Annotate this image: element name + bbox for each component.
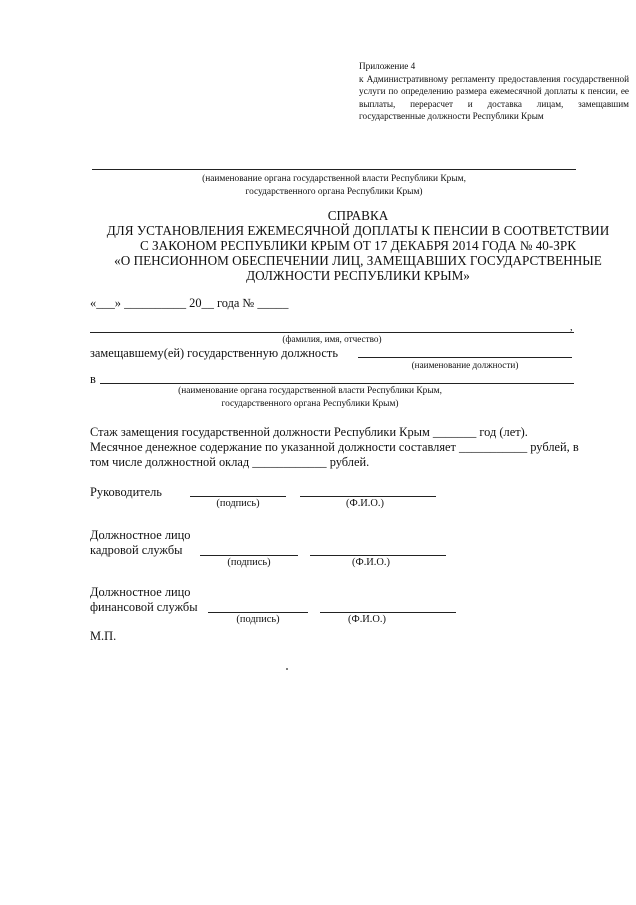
fin-label-line1: Должностное лицо <box>90 585 191 599</box>
fio-caption: (фамилия, имя, отчество) <box>282 334 382 344</box>
scan-dot <box>286 668 288 670</box>
position-caption: (наименование должности) <box>411 360 519 370</box>
salary-line1: Месячное денежное содержание по указанной должности составляет ___________ рублей, в <box>90 440 579 454</box>
fio-line-comma: , <box>570 322 573 333</box>
in-org-caption-line1: (наименование органа государственной власти Республики Крым, <box>178 386 442 396</box>
head-label: Руководитель <box>90 485 162 499</box>
appendix-title: Приложение 4 <box>359 61 416 71</box>
org-caption-line1: (наименование органа государственной власти Республики Крым, <box>202 174 466 184</box>
date-number-field[interactable]: «___» __________ 20__ года № _____ <box>90 296 289 310</box>
head-sign-line[interactable] <box>190 496 286 497</box>
document-title <box>96 208 620 283</box>
fin-fio-caption: (Ф.И.О.) <box>348 614 386 625</box>
head-sign-caption: (подпись) <box>216 498 260 509</box>
salary-line2: том числе должностной оклад ____________ рублей. <box>90 455 370 469</box>
position-line[interactable] <box>358 357 572 358</box>
org-caption <box>92 173 576 199</box>
title-line2: ДЛЯ УСТАНОВЛЕНИЯ ЕЖЕМЕСЯЧНОЙ ДОПЛАТЫ К ПЕНСИИ В СООТВЕТСТВИИ <box>106 223 610 238</box>
title-line3: С ЗАКОНОМ РЕСПУБЛИКИ КРЫМ ОТ 17 ДЕКАБРЯ 2014 ГОДА № 40-ЗРК <box>139 238 577 253</box>
service-length-text: Стаж замещения государственной должности Республики Крым _______ год (лет). <box>90 425 528 439</box>
fin-sign-line[interactable] <box>208 612 308 613</box>
appendix-note <box>359 60 629 123</box>
appendix-text: к Административному регламенту предоставления государственной услуги по определению размера ежемесячной доплаты к пенсии, ее выплаты, перерасчет и доставка лицам, замещавшим государственные должности Республики Крым <box>359 73 629 122</box>
head-fio-line[interactable] <box>300 496 436 497</box>
in-org-line[interactable] <box>100 383 574 384</box>
fin-sign-caption: (подпись) <box>236 614 280 625</box>
hr-fio-line[interactable] <box>310 555 446 556</box>
hr-fio-caption: (Ф.И.О.) <box>352 557 390 568</box>
hr-label-line2: кадровой службы <box>90 543 183 557</box>
title-line1: СПРАВКА <box>327 208 389 223</box>
fin-fio-line[interactable] <box>320 612 456 613</box>
org-name-line[interactable] <box>92 169 576 170</box>
head-fio-caption: (Ф.И.О.) <box>346 498 384 509</box>
in-org-caption-line2: государственного органа Республики Крым) <box>221 399 399 409</box>
title-line4: «О ПЕНСИОННОМ ОБЕСПЕЧЕНИИ ЛИЦ, ЗАМЕЩАВШИХ ГОСУДАРСТВЕННЫЕ <box>114 253 602 268</box>
title-line5: ДОЛЖНОСТИ РЕСПУБЛИКИ КРЫМ» <box>246 268 470 283</box>
position-label: замещавшему(ей) государственную должность <box>90 346 338 360</box>
hr-sign-line[interactable] <box>200 555 298 556</box>
hr-sign-caption: (подпись) <box>227 557 271 568</box>
in-org-caption <box>100 385 520 411</box>
stamp-place: М.П. <box>90 629 117 643</box>
org-caption-line2: государственного органа Республики Крым) <box>245 187 423 197</box>
hr-label-line1: Должностное лицо <box>90 528 191 542</box>
fin-label-line2: финансовой службы <box>90 600 198 614</box>
in-org-prefix: в <box>90 372 96 386</box>
